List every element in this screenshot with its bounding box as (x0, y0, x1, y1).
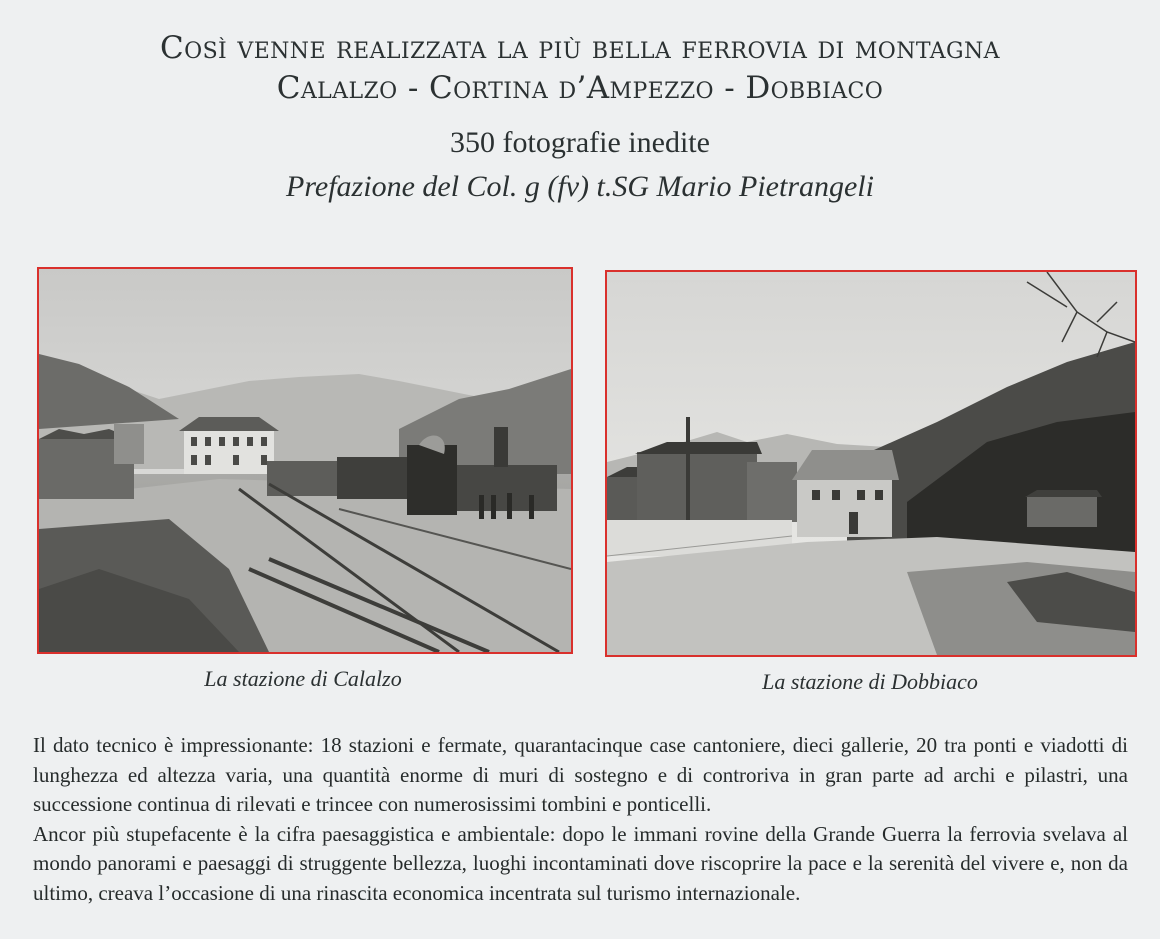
body-paragraph-1: Il dato tecnico è impressionante: 18 stazioni e fermate, quarantacinque case cantoniere, dieci gallerie, 20 tra ponti e viadotti di lunghezza ed altezza varia, una quantità enorme di muri di sostegno e di controriva in gran parte ad archi e pilastri, una successione continua di rilevati e trincee con numerosissimi tombini e ponticelli. (33, 733, 1128, 816)
title-line-1: Così venne realizzata la più bella ferrovia di montagna (160, 30, 1000, 66)
caption-dobbiaco: La stazione di Dobbiaco (762, 669, 978, 694)
subtitle: 350 fotografie inedite (450, 126, 710, 159)
page-header (0, 28, 1160, 204)
preface-credit: Prefazione del Col. g (fv) t.SG Mario Pietrangeli (286, 170, 874, 203)
photo-calalzo-station (37, 267, 573, 654)
title-line-2: Calalzo - Cortina d’Ampezzo - Dobbiaco (276, 70, 884, 106)
photo-dobbiaco-image (607, 272, 1135, 655)
body-text (33, 731, 1128, 908)
photo-dobbiaco-station (605, 270, 1137, 657)
caption-calalzo: La stazione di Calalzo (204, 666, 402, 691)
photo-calalzo-image (39, 269, 571, 652)
body-paragraph-2: Ancor più stupefacente è la cifra paesaggistica e ambientale: dopo le immani rovine della Grande Guerra la ferrovia svelava al mondo panorami e paesaggi di struggente bellezza, luoghi incontaminati dove riscoprire la pace e la serenità del vivere e, non da ultimo, creava l’occasione di una rinascita economica incentrata sul turismo internazionale. (33, 821, 1128, 905)
